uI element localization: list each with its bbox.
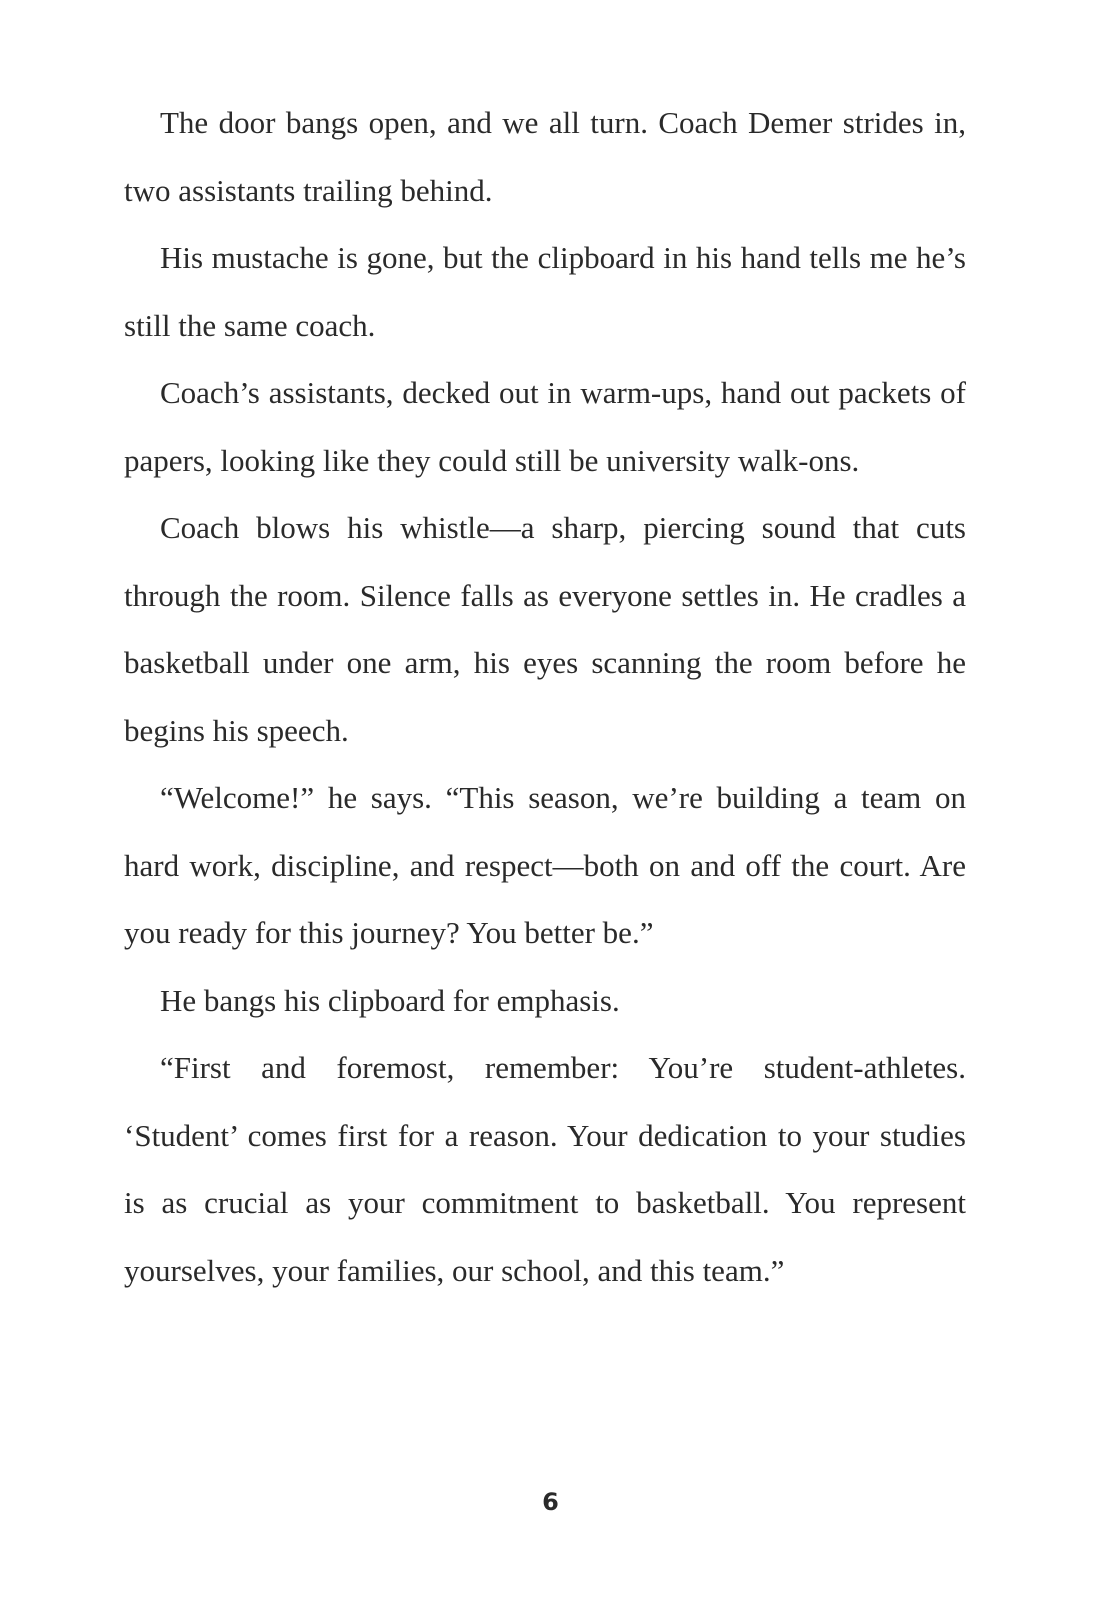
paragraph: He bangs his clipboard for emphasis. [160, 982, 620, 1018]
paragraph: Coach’s assistants, decked out in warm-ups, hand out packets of papers, looking like they could still be university walk-ons. [124, 375, 966, 478]
page-number: 6 [542, 1488, 559, 1516]
paragraph: “First and foremost, remember: You’re student-athletes. ‘Student’ comes first for a reason. Your dedication to your studies is as crucial as your commitment to basketball. You represent yourselves, your families, our school, and this team.” [124, 1050, 966, 1288]
paragraph: Coach blows his whistle—a sharp, piercing sound that cuts through the room. Silence falls as everyone settles in. He cradles a basketball under one arm, his eyes scanning the room before he begins his speech. [124, 510, 966, 748]
paragraph: “Welcome!” he says. “This season, we’re building a team on hard work, discipline, and respect—both on and off the court. Are you ready for this journey? You better be.” [124, 780, 966, 950]
paragraph: His mustache is gone, but the clipboard in his hand tells me he’s still the same coach. [124, 240, 966, 343]
paragraph: The door bangs open, and we all turn. Coach Demer strides in, two assistants trailing behind. [124, 105, 966, 208]
body-text [124, 89, 966, 1304]
